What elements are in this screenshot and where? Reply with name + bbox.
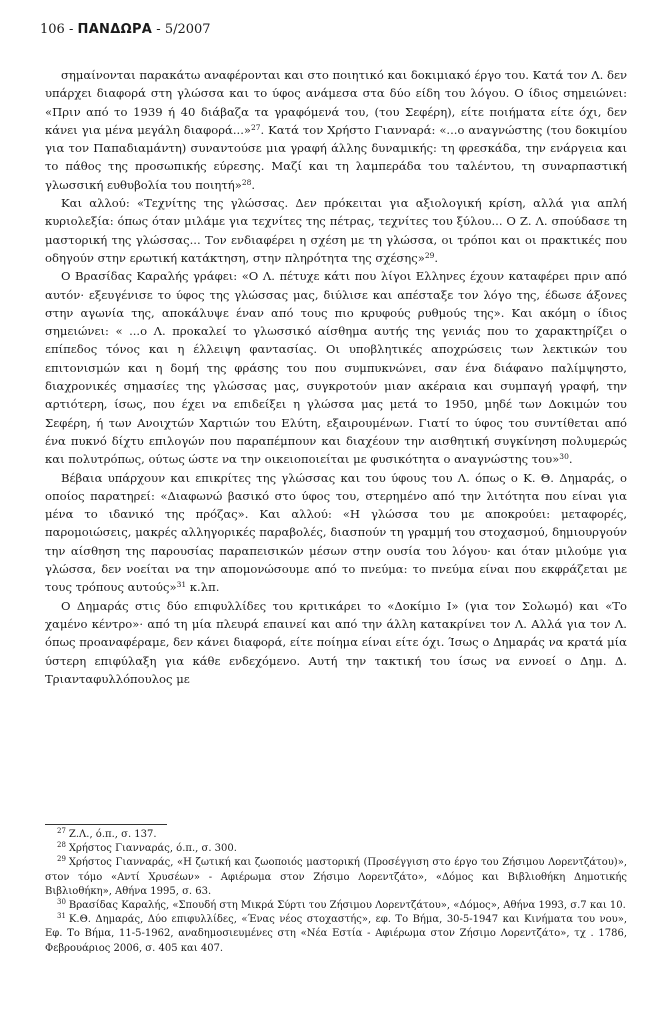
footnote xyxy=(45,856,627,899)
footnote xyxy=(45,899,627,913)
footnote xyxy=(45,828,627,842)
body-paragraph xyxy=(45,469,627,597)
footnote-number: 31 xyxy=(57,912,66,921)
header-separator: - xyxy=(156,22,161,37)
footnote-text: Βρασίδας Καραλής, «Σπουδή στη Μικρά Σύρτι του Ζήσιμου Λορεντζάτου», «Δόμος», Αθήνα 1993, σ.7 και 10. xyxy=(68,900,626,912)
footnote-divider xyxy=(45,824,167,825)
footnote-ref[interactable]: 29 xyxy=(424,250,435,260)
paragraph-text: . xyxy=(568,452,573,467)
footnote-text: Ζ.Λ., ό.π., σ. 137. xyxy=(68,829,157,840)
paragraph-text: Ο Βρασίδας Καραλής γράφει: «Ο Λ. πέτυχε κάτι που λίγοι Ελληνες έχουν καταφέρει πριν από αυτόν· εξευγένισε το ύφος της γλώσσας μας, διύλισε και απέσταξε τον λόγο της, έδωσε άξονες στην αγωνία της, αποκάλυψε έναν από τους πιο κρυφούς ρυθμούς της». Και ακόμη ο ίδιος σημειώνει: « ...ο Λ. προκαλεί το γλωσσικό αίσθημα αυτής της γενιάς που το χαρακτηρίζει ο επίπεδος τόνος και η έλλειψη φαντασίας. Οι υποβλητικές αποχρώσεις των λεκτικών του επιτονισμών και η δομή της φράσης του που συμπυκνώνει, σαν ένα διάφανο παλίμψηστο, διαχρονικές σημασίες της γλώσσας μας, συγκροτούν μιαν ακέραια και συμπαγή γραφή, την αρτιότερη, ίσως, που έχει να επιδείξει η γλώσσα μας μετά το 1950, μηδέ των Δοκιμών του Σεφέρη, ή των Ανοιχτών Χαρτιών του Ελύτη, εξαιρουμένων. Γιατί το ύφος του συντίθεται από ένα πυκνό δίχτυ επιλογών που παραπέμπουν και διαχέουν την αισθητική συγκίνηση πολυμερώς και πολυτρόπως, ούτως ώστε να την οικειοποιείται με φυσικότητα ο αναγνώστης του» xyxy=(45,269,627,467)
footnote-ref[interactable]: 30 xyxy=(559,452,569,462)
journal-title: ΠΑΝΔΩΡΑ xyxy=(77,22,153,37)
page-number: 106 xyxy=(40,22,65,37)
body-text xyxy=(45,66,627,688)
footnote-number: 27 xyxy=(57,827,66,835)
paragraph-text: . Κατά τον Χρήστο Γιανναρά: «...ο αναγνώστης (του δοκιμίου για τον Παπαδιαμάντη) συναντούσε μια γραφή άλλης δυναμικής: τη φρεσκάδα, την ενάργεια και το πάθος της προσωπικής εύρεσης. Μαζί και τη λαμπεράδα του ταλέντου, τη συναρπαστική γλωσσική ευθυβολία του ποιητή» xyxy=(45,122,627,192)
paragraph-text: . xyxy=(434,250,439,265)
header-separator: - xyxy=(68,22,74,37)
paragraph-text: Ο Δημαράς στις δύο επιφυλλίδες του κριτικάρει το «Δοκίμιο Ι» (για τον Σολωμό) και «Το χαμένο κέντρο»· από τη μία πλευρά επαινεί και από την άλλη κατακρίνει τον Λ. Αλλά για τον Λ. όπως προαναφέραμε, δεν κάνει διαφορά, είτε ποίημα είναι είτε όχι. Ίσως ο Δημαράς να κρατά μία ύστερη επιφύλαξη για κάθε ενδεχόμενο. Αυτή την τακτική του ίσως να εννοεί ο Δημ. Δ. Τριανταφυλλόπουλος με xyxy=(45,598,627,686)
body-paragraph xyxy=(45,267,627,468)
footnote-ref[interactable]: 27 xyxy=(251,122,261,132)
paragraph-text: Βέβαια υπάρχουν και επικρίτες της γλώσσας και του ύφους του Λ. όπως ο Κ. Θ. Δημαράς, ο οποίος παρατηρεί: «Διαφωνώ βασικό στο ύφος του, στερημένο από την λιτότητα που είναι για μένα το ιδανικό της πρόζας». Και αλλού: «Η γλώσσα του με αποκρούει: μεταφορές, παρομοιώσεις, μακρές αλληγορικές παραβολές, διασπούν τη γραμμή του στοχασμού, δημιουργούν την αίσθηση της παρουσίας παραπεισικών μέσων στην ουσία του λόγου· και όταν μιλούμε για γλώσσα, δεν νοείται να την απομονώσουμε από το πνεύμα: το πνεύμα είναι που εκφράζεται με τους τρόπους αυτούς» xyxy=(45,470,627,595)
footnote-number: 28 xyxy=(57,841,66,850)
footnote xyxy=(45,842,627,856)
footnote-ref[interactable]: 28 xyxy=(241,177,252,187)
paragraph-text: . xyxy=(251,177,256,192)
paragraph-text: Και αλλού: «Τεχνίτης της γλώσσας. Δεν πρόκειται για αξιολογική κρίση, αλλά για απλή κυριολεξία: όπως όταν μιλάμε για τεχνίτες της πέτρας, τεχνίτες του ξύλου... Ο Ζ. Λ. σπούδασε τη μαστορική της γλώσσας... Τον ενδιαφέρει η σχέση με τη γλώσσα, οι τρόποι και οι πρακτικές που οδηγούν στην ερωτική κατάκτηση, στην πληρότητα της σχέσης» xyxy=(45,196,627,265)
footnote-text: Χρήστος Γιανναράς, «Η ζωτική και ζωοποιός μαστορική (Προσέγγιση στο έργο του Ζήσιμου Λορεντζάτου)», στον τόμο «Αντί Χρυσέων» - Αφιέρωμα στον Ζήσιμο Λορεντζάτο», «Δόμος και Βιβλιοθήκη Δημοτικής Βιβλιοθήκη», Αθήνα 1995, σ. 63. xyxy=(45,857,627,897)
paragraph-text: κ.λπ. xyxy=(186,580,220,595)
footnotes xyxy=(45,828,627,956)
body-paragraph xyxy=(45,66,627,194)
body-paragraph xyxy=(45,194,627,267)
body-paragraph xyxy=(45,597,627,688)
footnote xyxy=(45,913,627,956)
issue-label: 5/2007 xyxy=(164,22,211,37)
footnote-ref[interactable]: 31 xyxy=(176,580,187,590)
footnote-text: Χρήστος Γιανναράς, ό.π., σ. 300. xyxy=(68,843,237,855)
footnote-text: Κ.Θ. Δημαράς, Δύο επιφυλλίδες, «Ένας νέος στοχαστής», εφ. Το Βήμα, 30-5-1947 και Κινήματα του νου», Εφ. Το Βήμα, 11-5-1962, αναδημοσιευμένες στη «Νέα Εστία - Αφιέρωμα στον Ζήσιμο Λορεντζάτο», τχ . 1786, Φεβρουάριος 2006, σ. 405 και 407. xyxy=(45,914,627,954)
footnote-number: 30 xyxy=(57,898,66,907)
paragraph-text: σημαίνονται παρακάτω αναφέρονται και στο ποιητικό και δοκιμιακό έργο του. Κατά τον Λ. δεν υπάρχει διαφορά στη γλώσσα και το ύφος ανάμεσα στα δύο είδη του λόγου. Ο ίδιος σημειώνει: «Πριν από το 1939 ή 40 διάβαζα τα γραφόμενά του, (του Σεφέρη), είτε ποιήματα είτε όχι, δεν κάνει για μένα μεγάλη διαφορά...» xyxy=(45,68,627,137)
running-header xyxy=(40,22,640,38)
footnote-number: 29 xyxy=(57,855,66,864)
